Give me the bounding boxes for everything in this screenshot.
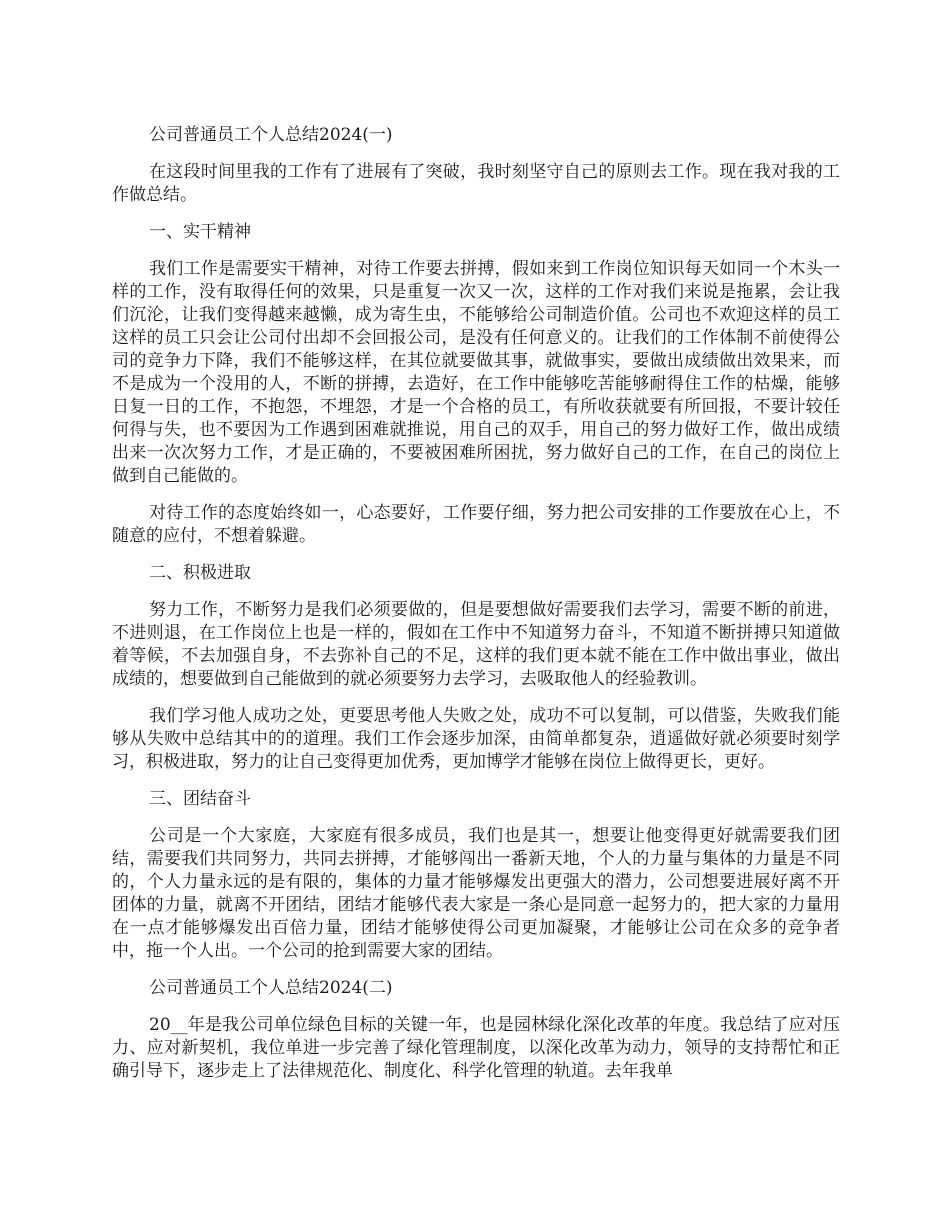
paragraph: 努力工作，不断努力是我们必须要做的，但是要想做好需要我们去学习，需要不断的前进，不进则退，在工作岗位上也是一样的，假如在工作中不知道努力奋斗，不知道不断拼搏只知道做着等候，不去加强自身，不去弥补自己的不足，这样的我们更本就不能在工作中做出事业，做出成绩的，想要做到自己能做到的就必须要努力去学习，去吸取他人的经验教训。: [112, 600, 840, 689]
paragraph: 我们工作是需要实干精神，对待工作要去拼搏，假如来到工作岗位知识每天如同一个木头一样的工作，没有取得任何的效果，只是重复一次又一次，这样的工作对我们来说是拖累，会让我们沉沦，让我们变得越来越懒，成为寄生虫，不能够给公司制造价值。公司也不欢迎这样的员工这样的员工只会让公司付出却不会回报公司，是没有任何意义的。让我们的工作体制不前使得公司的竞争力下降，我们不能够这样，在其位就要做其事，就做事实，要做出成绩做出效果来，而不是成为一个没用的人，不断的拼搏，去造好，在工作中能够吃苦能够耐得住工作的枯燥，能够日复一日的工作，不抱怨，不埋怨，才是一个合格的员工，有所收获就要有所回报，不要计较任何得与失，也不要因为工作遇到困难就推说，用自己的双手，用自己的努力做好工作，做出成绩出来一次次努力工作，才是正确的，不要被困难所困扰，努力做好自己的工作，在自己的岗位上做到自己能做的。: [112, 259, 840, 486]
paragraph: 公司是一个大家庭，大家庭有很多成员，我们也是其一，想要让他变得更好就需要我们团结，需要我们共同努力，共同去拼搏，才能够闯出一番新天地，个人的力量与集体的力量是不同的，个人力量永远的是有限的，集体的力量才能够爆发出更强大的潜力，公司想要进展好离不开团体的力量，就离不开团结，团结才能够代表大家是一条心是同意一起努力的，把大家的力量用在一点才能够爆发出百倍力量，团结才能够使得公司更加凝聚，才能够让公司在众多的竞争者中，拖一个人出。一个公司的抢到需要大家的团结。: [112, 826, 840, 961]
section-heading: 三、团结奋斗: [149, 789, 251, 809]
section-heading: 二、积极进取: [149, 563, 251, 583]
paragraph: 对待工作的态度始终如一，心态要好，工作要仔细，努力把公司安排的工作要放在心上，不随意的应付，不想着躲避。: [112, 503, 840, 546]
paragraph: 在这段时间里我的工作有了进展有了突破，我时刻坚守自己的原则去工作。现在我对我的工作做总结。: [112, 162, 840, 205]
section-title: 公司普通员工个人总结2024(一): [149, 125, 393, 145]
paragraph: 我们学习他人成功之处，更要思考他人失败之处，成功不可以复制，可以借鉴，失败我们能够从失败中总结其中的的道理。我们工作会逐步加深，由简单都复杂，逍遥做好就必须要时刻学习，积极进取，努力的让自己变得更加优秀，更加博学才能够在岗位上做得更长，更好。: [112, 706, 840, 772]
paragraph: 20__年是我公司单位绿色目标的关键一年，也是园林绿化深化改革的年度。我总结了应对压力、应对新契机，我位单进一步完善了绿化管理制度，以深化改革为动力，领导的支持帮忙和正确引导下，逐步走上了法律规范化、制度化、科学化管理的轨道。去年我单: [112, 1015, 840, 1081]
section-title: 公司普通员工个人总结2024(二): [149, 978, 393, 998]
section-heading: 一、实干精神: [149, 222, 251, 242]
